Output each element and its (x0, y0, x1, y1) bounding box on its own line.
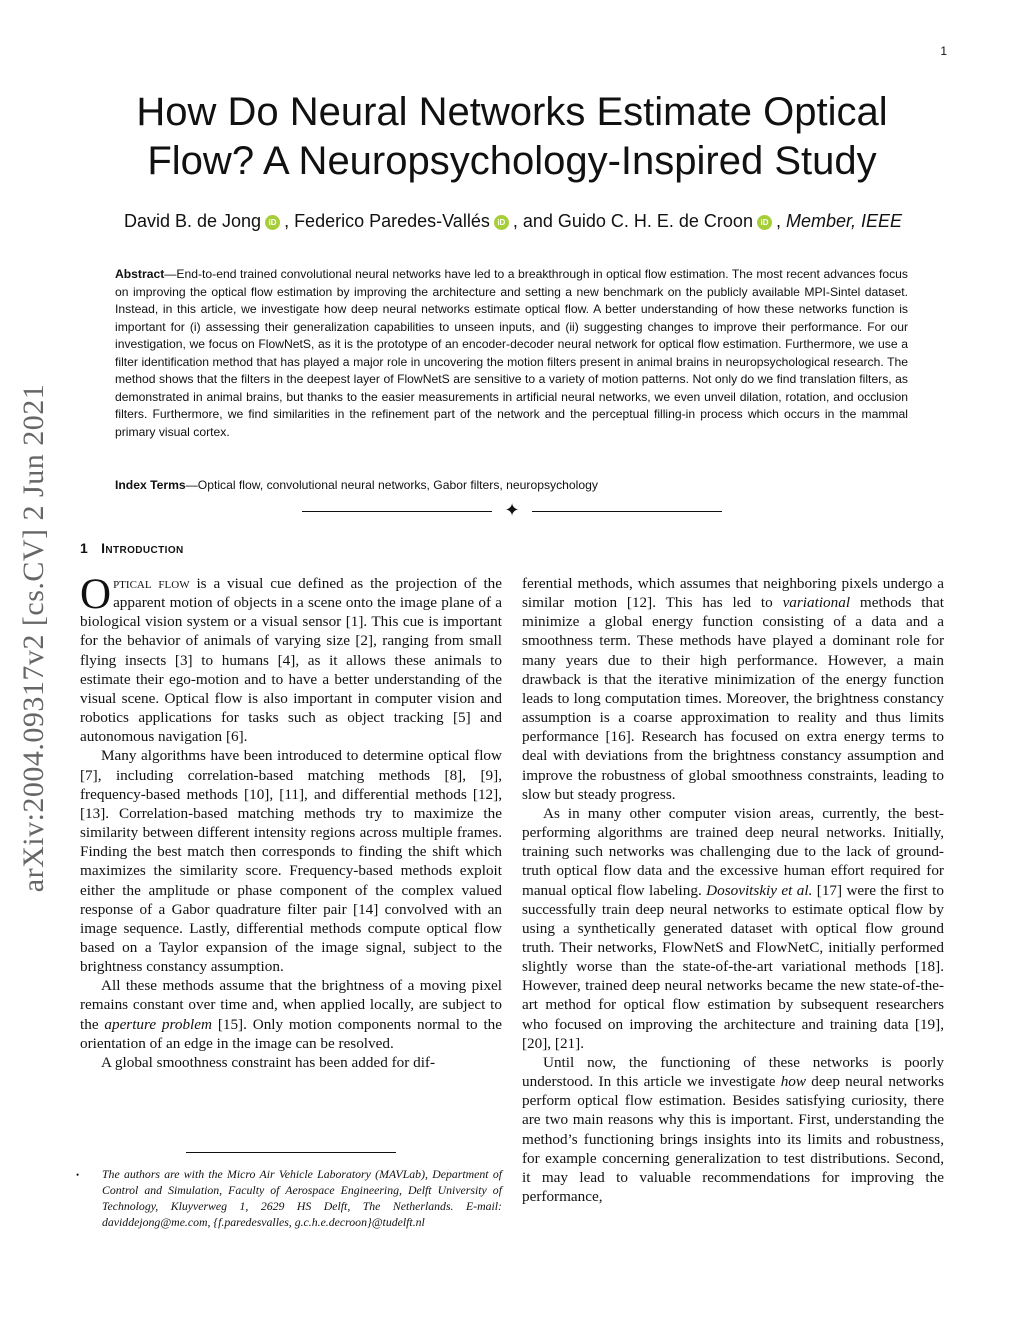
footnote-bullet: • (76, 1170, 80, 1180)
separator-rule-left (302, 511, 492, 512)
section-number: 1 (80, 540, 89, 556)
page-number: 1 (940, 44, 947, 58)
index-terms-text: —Optical flow, convolutional neural networks, Gabor filters, neuropsychology (185, 478, 598, 492)
index-terms-label: Index Terms (115, 478, 186, 492)
author-membership: Member, IEEE (785, 211, 903, 231)
paragraph (80, 976, 502, 1053)
footnote-text: The authors are with the Micro Air Vehicle Laboratory (MAVLab), Department of Control and Simulation, Faculty of Aerospace Engineering, Delft University of Technology, Kluyverweg 1, 2629 HS Delft, The Netherlands. E-mail: daviddejong@me.com, {f.paredesvalles, g.c.h.e.decroon}@tudelft.nl (102, 1167, 502, 1229)
paragraph: Many algorithms have been introduced to determine optical flow [7], including correlation-based matching methods [8], [9], frequency-based methods [10], [11], and differential methods [12], [13]. Correlation-based matching methods try to maximize the similarity between different intensity regions across multiple frames. Finding the best match then corresponds to finding the shift which maximizes the similarity score. Frequency-based methods exploit either the amplitude or phase component of the complex valued response of a Gabor quadrature filter pair [14] convolved with an image sequence. Lastly, differential methods compute optical flow based on a Taylor expansion of the image signal, subject to the brightness constancy assumption. (80, 747, 502, 976)
paper-title (120, 88, 904, 186)
footnote (76, 1166, 502, 1230)
drop-cap: O (80, 571, 112, 618)
orcid-icon[interactable]: iD (494, 215, 509, 230)
paragraph (80, 571, 502, 746)
index-terms (115, 477, 908, 495)
orcid-icon[interactable]: iD (265, 215, 280, 230)
paragraph-text: [17] were the first to successfully train deep neural networks to estimate optical flow by using a synthetically generated dataset with optical flow ground truth. Their networks, FlowNetS and FlowNetC, initially performed slightly worse than the state-of-the-art variational methods [18]. However, trained deep neural networks became the new state-of-the-art method for optical flow estimation by subsequent researchers who focused on improving the architecture and training data [19], [20], [21]. (522, 881, 944, 1052)
paragraph-text: deep neural networks perform optical flow estimation. Besides satisfying curiosity, there are two main reasons why this is important. First, understanding the method’s functioning brings insights into its limits and robustness, for example concerning generalization to test distributions. Second, it may lead to valuable recommendations for improving the performance, (522, 1073, 945, 1205)
paragraph (522, 1053, 944, 1206)
small-caps-lead: ptical flow (113, 575, 190, 592)
abstract-text: —End-to-end trained convolutional neural networks have led to a breakthrough in optical flow estimation. The most recent advances focus on improving the optical flow estimation by improving the architecture and setting a new benchmark on the publicly available MPI-Sintel dataset. Instead, in this article, we investigate how deep neural networks estimate optical flow. A better understanding of how these networks function is important for (i) assessing their generalization capabilities to unseen inputs, and (ii) suggesting changes to improve their performance. For our investigation, we focus on FlowNetS, as it is the prototype of an encoder-decoder neural network for optical flow estimation. Furthermore, we use a filter identification method that has played a major role in uncovering the motion filters present in animal brains in neuropsychological research. The method shows that the filters in the deepest layer of FlowNetS are sensitive to a variety of motion patterns. Not only do we find translation filters, as demonstrated in animal brains, but thanks to the easier measurements in artificial neural networks, we even unveil dilation, rotation, and occlusion filters. Furthermore, we find similarities in the refinement part of the network and the perceptual filling-in process which occurs in the mammal primary visual cortex. (115, 267, 908, 439)
title-line-2: Flow? A Neuropsychology-Inspired Study (147, 139, 877, 183)
abstract (115, 266, 908, 441)
right-column (522, 574, 944, 1206)
author-name: David B. de Jong (123, 211, 262, 231)
orcid-icon[interactable]: iD (757, 215, 772, 230)
paragraph (522, 574, 944, 804)
arxiv-identifier: arXiv:2004.09317v2 [cs.CV] 2 Jun 2021 (17, 383, 50, 893)
separator-diamond-icon: ✦ (504, 500, 520, 521)
title-line-1: How Do Neural Networks Estimate Optical (136, 90, 888, 134)
paragraph (522, 804, 944, 1053)
section-title: Introduction (101, 540, 184, 556)
emphasis: aperture problem (104, 1015, 212, 1033)
left-column (80, 571, 503, 1072)
paragraph-text: All these methods assume that the brightness of a moving pixel remains constant over time and, when applied locally, are subject to the (80, 977, 502, 1033)
section-heading (80, 540, 184, 556)
paragraph-text: [15]. Only motion components normal to the orientation of an edge in the image can be resolved. (80, 1015, 503, 1052)
author-name: , Federico Paredes-Vallés (284, 211, 490, 231)
emphasis: Dosovitskiy et al. (706, 881, 813, 899)
paragraph: A global smoothness constraint has been added for dif- (101, 1053, 436, 1071)
paragraph-text: ferential methods, which assumes that neighboring pixels undergo a similar motion [12]. This has led to (522, 575, 944, 612)
paragraph-text: As in many other computer vision areas, currently, the best-performing algorithms are trained deep neural networks. Initially, training such networks was challenging due to the lack of ground-truth optical flow data and the excessive human effort required for manual optical flow labeling. (522, 804, 944, 899)
emphasis: how (780, 1073, 807, 1091)
author-name: , and Guido C. H. E. de Croon (512, 211, 753, 231)
separator-rule-right (532, 511, 722, 512)
emphasis: variational (782, 594, 851, 612)
footnote-rule (186, 1152, 396, 1153)
author-list: David B. de Jong iD , Federico Paredes-Vallés iD , and Guido C. H. E. de Croon iD , Member, IEEE (123, 211, 903, 231)
paragraph-text: methods that minimize a global energy function consisting of a data and a smoothness term. These methods have played a dominant role for many years due to their high performance. However, a main drawback is that the iterative minimization of the energy function leads to long computation times. Moreover, the brightness constancy assumption is a coarse approximation to reality and thus limits performance [16]. Research has focused on extra energy terms to deal with deviations from the brightness constancy assumption and improve the robustness of global smoothness constraints, leading to slow but steady progress. (522, 594, 944, 803)
paragraph-text: is a visual cue defined as the projection of the apparent motion of objects in a scene onto the image plane of a biological vision system or a visual sensor [1]. This cue is important for the behavior of animals of varying size [2], ranging from small flying insects [3] to humans [4], as it allows these animals to estimate their ego-motion and to have a better understanding of the visual scene. Optical flow is also important in computer vision and robotics applications for tasks such as object tracking [5] and autonomous navigation [6]. (80, 575, 502, 746)
paragraph-text: Until now, the functioning of these networks is poorly understood. In this article we investigate (522, 1053, 944, 1091)
abstract-label: Abstract (115, 267, 165, 281)
